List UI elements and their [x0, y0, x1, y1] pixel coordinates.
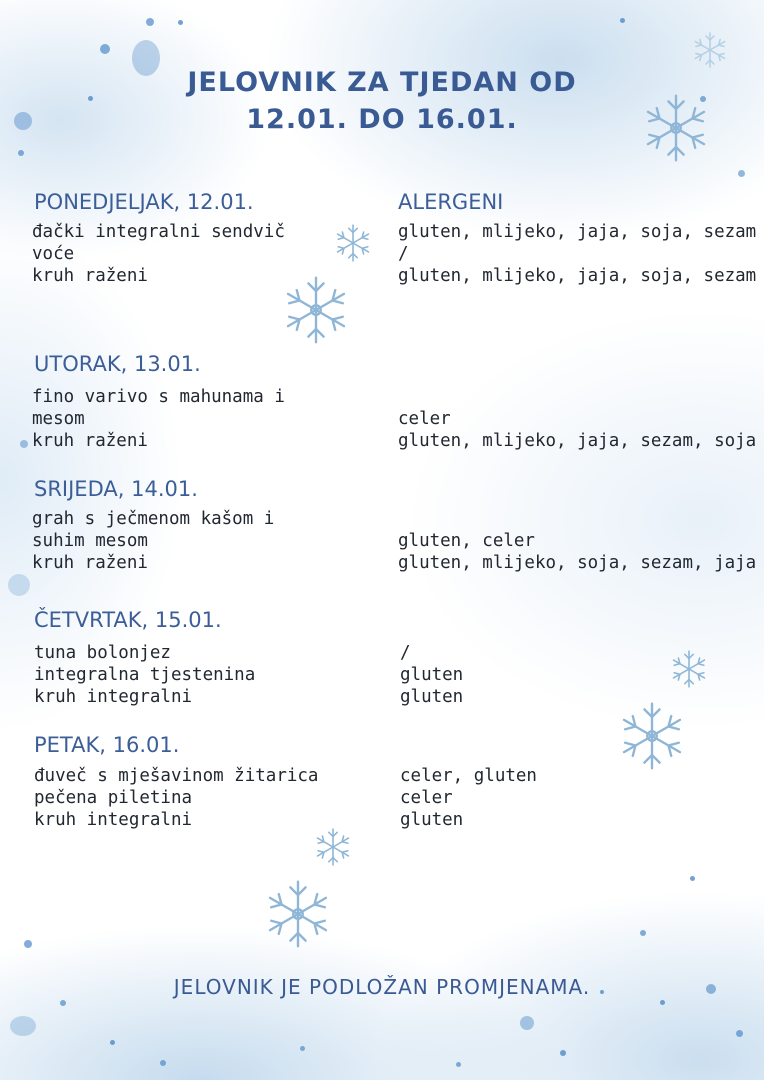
title-line-2: 12.01. DO 16.01. — [246, 104, 518, 135]
allergen-item: gluten, mlijeko, jaja, sezam, soja — [398, 431, 757, 451]
title-line-1: JELOVNIK ZA TJEDAN OD — [187, 67, 577, 98]
snowflake-icon — [614, 698, 690, 774]
meal-item: kruh integralni — [34, 687, 193, 707]
paint-splatter — [18, 150, 24, 156]
snowflake-icon — [332, 222, 374, 264]
meal-item: đački integralni sendvič — [32, 222, 285, 242]
allergen-item: gluten, mlijeko, jaja, soja, sezam — [398, 222, 757, 242]
snowflake-icon — [278, 272, 354, 348]
paint-splatter — [100, 44, 110, 54]
paint-splatter — [10, 1016, 36, 1036]
paint-splatter — [520, 1016, 534, 1030]
paint-splatter — [690, 876, 695, 881]
footer-note: JELOVNIK JE PODLOŽAN PROMJENAMA. — [173, 975, 591, 999]
paint-splatter — [456, 1062, 461, 1067]
meal-item: pečena piletina — [34, 788, 193, 808]
snowflake-icon — [260, 876, 336, 952]
meal-item: integralna tjestenina — [34, 665, 256, 685]
paint-splatter — [146, 18, 154, 26]
paint-splatter — [110, 1040, 115, 1045]
snowflake-icon — [312, 826, 354, 868]
meal-item: tuna bolonjez — [34, 643, 171, 663]
allergens-header: ALERGENI — [398, 190, 504, 214]
paint-splatter — [24, 940, 32, 948]
paint-splatter — [736, 1030, 743, 1037]
meal-item: voće — [32, 244, 75, 264]
paint-splatter — [660, 1000, 665, 1005]
paint-splatter — [20, 440, 28, 448]
day-heading-thursday: ČETVRTAK, 15.01. — [34, 608, 222, 632]
meal-item: mesom — [32, 409, 85, 429]
day-heading-wednesday: SRIJEDA, 14.01. — [34, 477, 198, 501]
allergen-item: celer — [398, 409, 451, 429]
meal-item: grah s ječmenom kašom i — [32, 509, 275, 529]
meal-item: kruh integralni — [34, 810, 193, 830]
meal-item: kruh raženi — [32, 431, 148, 451]
paint-splatter — [620, 18, 625, 23]
paint-splatter — [640, 930, 646, 936]
allergen-item: gluten — [400, 810, 464, 830]
snowflake-icon — [668, 648, 710, 690]
day-heading-friday: PETAK, 16.01. — [34, 733, 180, 757]
meal-item: kruh raženi — [32, 553, 148, 573]
paint-splatter — [738, 170, 745, 177]
paint-splatter — [60, 1000, 66, 1006]
day-heading-monday: PONEDJELJAK, 12.01. — [34, 190, 254, 214]
meal-item: fino varivo s mahunama i — [32, 387, 285, 407]
day-heading-tuesday: UTORAK, 13.01. — [34, 352, 201, 376]
allergen-item: gluten, mlijeko, jaja, soja, sezam — [398, 266, 757, 286]
meal-item: suhim mesom — [32, 531, 148, 551]
allergen-item: / — [398, 244, 409, 264]
allergen-item: celer — [400, 788, 453, 808]
allergen-item: / — [400, 643, 411, 663]
paint-splatter — [178, 20, 183, 25]
allergen-item: gluten, celer — [398, 531, 535, 551]
page-title — [0, 64, 764, 138]
allergen-item: gluten, mlijeko, soja, sezam, jaja — [398, 553, 757, 573]
allergen-item: gluten — [400, 687, 464, 707]
paint-splatter — [560, 1050, 566, 1056]
paint-splatter — [160, 1060, 166, 1066]
allergen-item: gluten — [400, 665, 464, 685]
paint-splatter — [8, 574, 30, 596]
paint-splatter — [300, 1046, 305, 1051]
meal-item: đuveč s mješavinom žitarica — [34, 766, 319, 786]
meal-item: kruh raženi — [32, 266, 148, 286]
allergen-item: celer, gluten — [400, 766, 537, 786]
